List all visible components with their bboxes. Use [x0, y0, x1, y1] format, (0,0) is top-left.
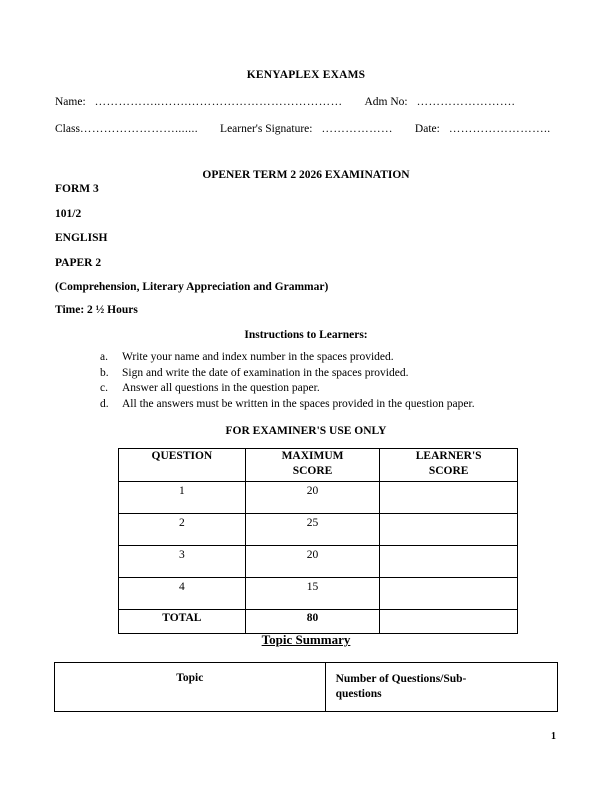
table-total-row [119, 610, 518, 634]
table-header-row [55, 663, 558, 712]
total-learner-score-cell[interactable] [380, 610, 518, 634]
column-header-maximum-score [245, 449, 380, 482]
table-row [119, 578, 518, 610]
list-item-text: Sign and write the date of examination in the spaces provided. [122, 366, 409, 379]
examiner-use-title: FOR EXAMINER'S USE ONLY [225, 425, 387, 437]
name-label: Name: [55, 96, 86, 108]
list-item [100, 397, 560, 413]
column-header-topic: Topic [55, 663, 326, 712]
list-marker: d. [100, 397, 109, 410]
date-blank-input[interactable]: …………………….. [448, 123, 551, 135]
exam-meta-form: FORM 3 [55, 183, 99, 195]
exam-meta-scope: (Comprehension, Literary Appreciation and Grammar) [55, 281, 329, 293]
table-row [119, 482, 518, 514]
column-header-count-line1: Number of Questions/Sub- [335, 673, 467, 685]
maximum-score-cell: 20 [245, 546, 380, 578]
learner-score-cell[interactable] [380, 514, 518, 546]
learner-score-cell[interactable] [380, 482, 518, 514]
question-number-cell: 4 [119, 578, 246, 610]
table-row [119, 546, 518, 578]
learners-signature-label: Learner's Signature: [220, 123, 313, 135]
instructions-title: Instructions to Learners: [244, 329, 368, 341]
question-number-cell: 1 [119, 482, 246, 514]
list-item [100, 350, 560, 366]
column-header-learner-line2: SCORE [428, 464, 469, 477]
column-header-maximum-line1: MAXIMUM [281, 450, 344, 462]
exam-meta-paper: PAPER 2 [55, 257, 102, 269]
topic-summary-title-text: Topic Summary [261, 632, 351, 647]
list-item-text: Write your name and index number in the spaces provided. [122, 351, 394, 363]
class-label: Class [55, 123, 80, 135]
name-admno-field-line [55, 96, 560, 108]
list-marker: c. [100, 382, 108, 394]
maximum-score-cell: 25 [245, 514, 380, 546]
instructions-list [100, 350, 560, 412]
maximum-score-cell: 15 [245, 578, 380, 610]
question-number-cell: 2 [119, 514, 246, 546]
table-header-row [119, 449, 518, 482]
column-header-count-line2: questions [335, 688, 382, 700]
list-item-text: All the answers must be written in the spaces provided in the question paper. [122, 397, 475, 410]
list-marker: a. [100, 351, 108, 363]
exam-meta-subject: ENGLISH [55, 232, 108, 244]
page-number: 1 [551, 731, 556, 742]
column-header-question: QUESTION [119, 449, 246, 482]
learners-signature-blank-input[interactable]: ……………… [321, 123, 393, 135]
column-header-learners-score [380, 449, 518, 482]
exam-meta-code: 101/2 [55, 208, 82, 220]
table-row [119, 514, 518, 546]
total-maximum-score-cell: 80 [245, 610, 380, 634]
topic-summary-table [54, 662, 558, 712]
name-blank-input[interactable]: ……………..…….………………………………… [94, 96, 343, 108]
learner-score-cell[interactable] [380, 578, 518, 610]
column-header-learner-line1: LEARNER'S [415, 450, 482, 462]
adm-no-blank-input[interactable]: ……………………. [416, 96, 516, 108]
column-header-maximum-line2: SCORE [292, 464, 333, 477]
date-label: Date: [414, 123, 440, 135]
column-header-question-count [325, 663, 557, 712]
page-title: KENYAPLEX EXAMS [246, 69, 366, 81]
class-blank-input[interactable]: ……………………....... [79, 123, 199, 135]
adm-no-label: Adm No: [364, 96, 408, 108]
class-signature-date-field-line [55, 123, 560, 135]
list-item [100, 381, 560, 397]
list-item-text: Answer all questions in the question paper. [122, 382, 320, 394]
topic-summary-title [0, 632, 612, 648]
list-marker: b. [100, 366, 109, 379]
question-number-cell: 3 [119, 546, 246, 578]
total-label-cell: TOTAL [119, 610, 246, 634]
exam-heading: OPENER TERM 2 2026 EXAMINATION [202, 169, 410, 181]
list-item [100, 366, 560, 382]
examiner-score-table [118, 448, 518, 634]
exam-meta-time: Time: 2 ½ Hours [55, 304, 138, 316]
learner-score-cell[interactable] [380, 546, 518, 578]
maximum-score-cell: 20 [245, 482, 380, 514]
